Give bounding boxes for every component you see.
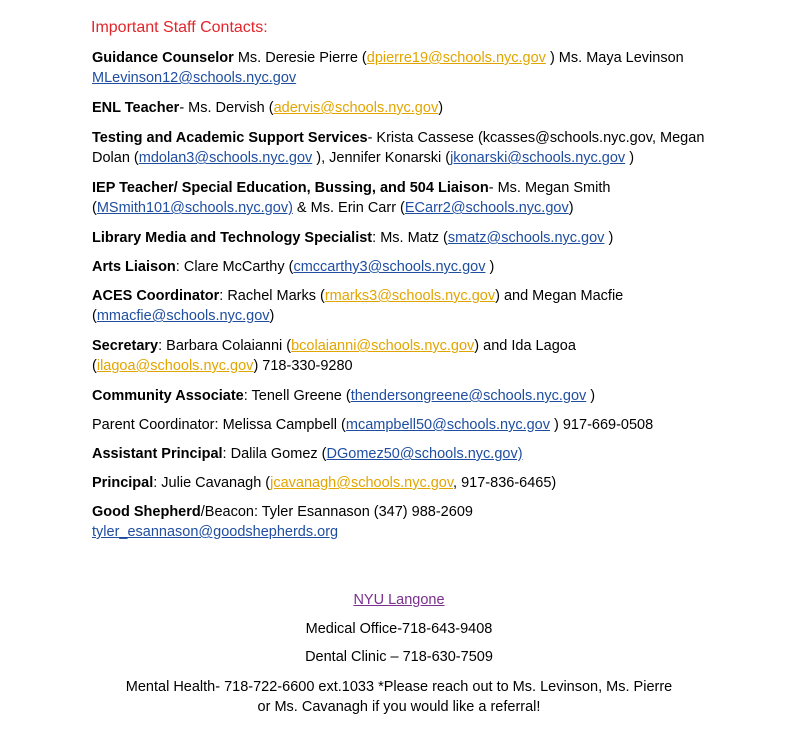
email-link[interactable]: mmacfie@schools.nyc.gov <box>96 308 270 324</box>
email-link[interactable]: adervis@schools.nyc.gov <box>273 100 439 116</box>
email-link[interactable]: dpierre19@schools.nyc.gov <box>366 50 546 66</box>
contact-role: Parent Coordinator <box>92 417 215 433</box>
contact-role: Community Associate <box>92 388 244 404</box>
contact-library-media: Library Media and Technology Specialist: Ms. Matz (smatz@schools.nyc.gov ) <box>92 230 614 246</box>
email-link[interactable]: ECarr2@schools.nyc.gov <box>404 200 569 216</box>
contact-guidance-counselor: Guidance Counselor Ms. Deresie Pierre (dpierre19@schools.nyc.gov ) Ms. Maya Levinson MLevinson12@schools.nyc.gov <box>92 50 684 86</box>
dental-clinic-line: Dental Clinic – 718-630-7509 <box>305 649 493 665</box>
email-link[interactable]: DGomez50@schools.nyc.gov) <box>326 446 523 462</box>
contact-role: Assistant Principal <box>92 446 223 462</box>
contact-role: Testing and Academic Support Services <box>92 130 368 146</box>
contact-testing-support: Testing and Academic Support Services- Krista Cassese (kcasses@schools.nyc.gov, Megan Dolan (mdolan3@schools.nyc.gov ), Jennifer Konarski (jkonarski@schools.nyc.gov ) <box>92 130 705 166</box>
email-link[interactable]: jcavanagh@schools.nyc.gov <box>270 475 454 491</box>
contact-role: Guidance Counselor <box>92 50 234 66</box>
email-link[interactable]: MLevinson12@schools.nyc.gov <box>92 70 297 86</box>
contact-enl-teacher: ENL Teacher- Ms. Dervish (adervis@schools.nyc.gov) <box>92 100 444 116</box>
email-link[interactable]: tyler_esannason@goodshepherds.org <box>92 524 339 540</box>
nyu-langone-link[interactable]: NYU Langone <box>353 592 445 608</box>
email-link[interactable]: smatz@schools.nyc.gov <box>447 230 605 246</box>
email-link[interactable]: ilagoa@schools.nyc.gov <box>96 358 254 374</box>
contact-parent-coordinator: Parent Coordinator: Melissa Campbell (mcampbell50@schools.nyc.gov ) 917-669-0508 <box>92 417 654 433</box>
contact-role: ENL Teacher <box>92 100 180 116</box>
contact-community-associate: Community Associate: Tenell Greene (thendersongreene@schools.nyc.gov ) <box>92 388 596 404</box>
contact-role: Secretary <box>92 338 159 354</box>
contact-role: ACES Coordinator <box>92 288 220 304</box>
contact-role: Library Media and Technology Specialist <box>92 230 373 246</box>
contact-principal: Principal: Julie Cavanagh (jcavanagh@schools.nyc.gov, 917-836-6465) <box>92 475 557 491</box>
contact-iep-teacher: IEP Teacher/ Special Education, Bussing, and 504 Liaison- Ms. Megan Smith (MSmith101@schools.nyc.gov) & Ms. Erin Carr (ECarr2@schools.nyc.gov) <box>92 180 611 216</box>
contact-assistant-principal: Assistant Principal: Dalila Gomez (DGomez50@schools.nyc.gov) <box>92 446 523 462</box>
page-title: Important Staff Contacts: <box>91 19 268 36</box>
medical-office-line: Medical Office-718-643-9408 <box>305 621 493 637</box>
email-link[interactable]: mcampbell50@schools.nyc.gov <box>345 417 550 433</box>
contacts-list <box>92 48 732 552</box>
nyu-langone-section <box>0 590 798 610</box>
email-link[interactable]: jkonarski@schools.nyc.gov <box>450 150 626 166</box>
email-link[interactable]: mdolan3@schools.nyc.gov <box>138 150 313 166</box>
contact-good-shepherd: Good Shepherd/Beacon: Tyler Esannason (347) 988-2609 tyler_esannason@goodshepherds.org <box>92 504 473 540</box>
mental-health-line: Mental Health- 718-722-6600 ext.1033 *Please reach out to Ms. Levinson, Ms. Pierre or Ms. Cavanagh if you would like a referral! <box>125 679 673 715</box>
contact-secretary: Secretary: Barbara Colaianni (bcolaianni@schools.nyc.gov) and Ida Lagoa (ilagoa@schools.nyc.gov) 718-330-9280 <box>92 338 576 374</box>
email-link[interactable]: cmccarthy3@schools.nyc.gov <box>293 259 486 275</box>
email-link[interactable]: thendersongreene@schools.nyc.gov <box>350 388 587 404</box>
contact-role: IEP Teacher/ Special Education, Bussing, and 504 Liaison <box>92 180 489 196</box>
contact-role: Good Shepherd <box>92 504 201 520</box>
contact-arts-liaison: Arts Liaison: Clare McCarthy (cmccarthy3@schools.nyc.gov ) <box>92 259 495 275</box>
contact-role: Arts Liaison <box>92 259 176 275</box>
email-link[interactable]: bcolaianni@schools.nyc.gov <box>291 338 475 354</box>
contact-aces-coordinator: ACES Coordinator: Rachel Marks (rmarks3@schools.nyc.gov) and Megan Macfie (mmacfie@schools.nyc.gov) <box>92 288 624 324</box>
contact-role: Principal <box>92 475 154 491</box>
email-link[interactable]: rmarks3@schools.nyc.gov <box>324 288 496 304</box>
email-link[interactable]: MSmith101@schools.nyc.gov) <box>96 200 293 216</box>
